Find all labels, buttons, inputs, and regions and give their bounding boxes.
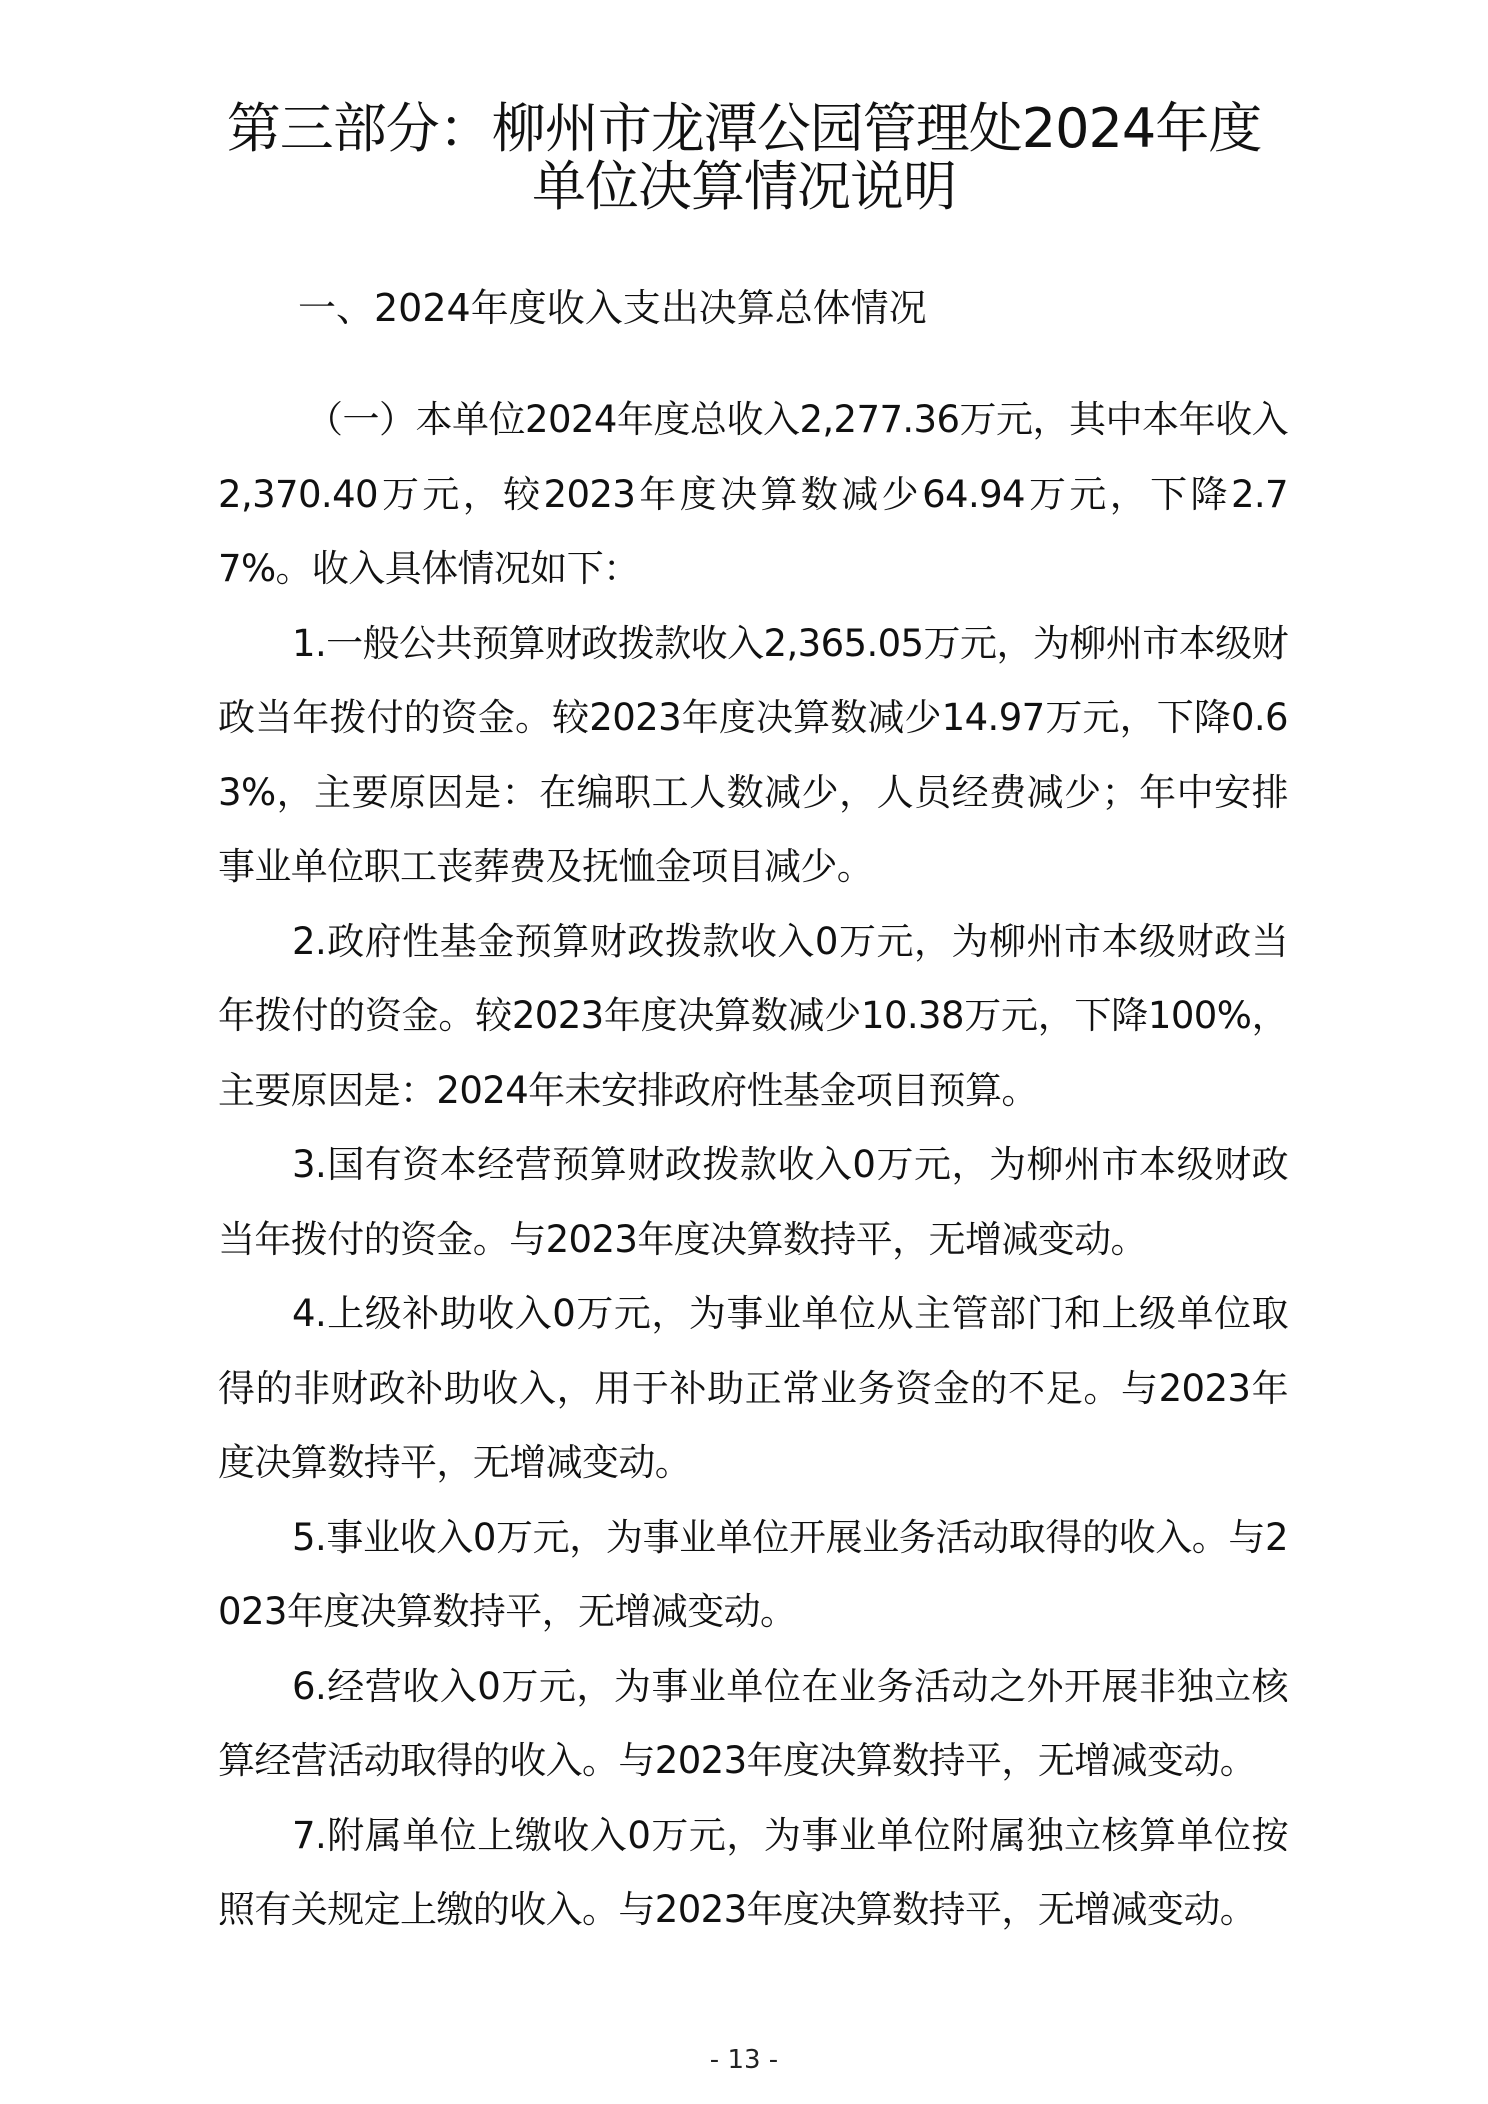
paragraph-item-5: 5.事业收入0万元，为事业单位开展业务活动取得的收入。与2023年度决算数持平，无增减变动。 xyxy=(218,1515,1288,1633)
paragraph-item-2: 2.政府性基金预算财政拨款收入0万元，为柳州市本级财政当年拨付的资金。较2023年度决算数减少10.38万元，下降100%，主要原因是：2024年未安排政府性基金项目预算。 xyxy=(218,919,1288,1112)
paragraph-overview: （一）本单位2024年度总收入2,277.36万元，其中本年收入2,370.40万元，较2023年度决算数减少64.94万元，下降2.77%。收入具体情况如下： xyxy=(218,398,1288,590)
page-number: - 13 - xyxy=(709,2045,779,2075)
paragraph-item-7: 7.附属单位上缴收入0万元，为事业单位附属独立核算单位按照有关规定上缴的收入。与2023年度决算数持平，无增减变动。 xyxy=(218,1813,1288,1931)
paragraph-item-1: 1.一般公共预算财政拨款收入2,365.05万元，为柳州市本级财政当年拨付的资金。较2023年度决算数减少14.97万元，下降0.63%，主要原因是：在编职工人数减少，人员经费减少；年中安排事业单位职工丧葬费及抚恤金项目减少。 xyxy=(218,621,1288,888)
body-text xyxy=(218,383,1288,1948)
title-line-2: 单位决算情况说明 xyxy=(532,155,956,218)
paragraph-item-6: 6.经营收入0万元，为事业单位在业务活动之外开展非独立核算经营活动取得的收入。与2023年度决算数持平，无增减变动。 xyxy=(218,1664,1288,1782)
page-title xyxy=(150,97,1338,218)
paragraph-item-3: 3.国有资本经营预算财政拨款收入0万元，为柳州市本级财政当年拨付的资金。与2023年度决算数持平，无增减变动。 xyxy=(218,1143,1288,1261)
paragraph-item-4: 4.上级补助收入0万元，为事业单位从主管部门和上级单位取得的非财政补助收入，用于补助正常业务资金的不足。与2023年度决算数持平，无增减变动。 xyxy=(218,1292,1288,1484)
title-line-1: 第三部分：柳州市龙潭公园管理处2024年度 xyxy=(226,97,1262,160)
section-heading: 一、2024年度收入支出决算总体情况 xyxy=(298,286,927,330)
